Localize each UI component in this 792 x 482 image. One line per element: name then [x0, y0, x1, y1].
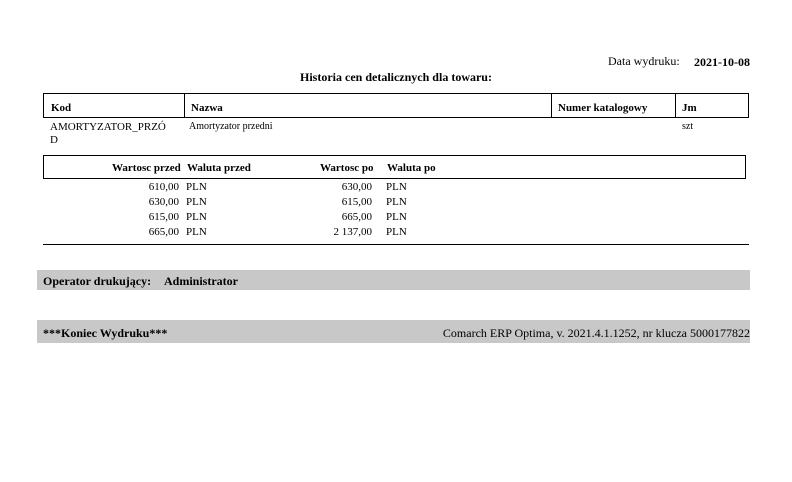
value-after: 2 137,00 — [333, 226, 372, 238]
currency-after: PLN — [386, 196, 407, 208]
footer-band — [37, 320, 750, 343]
column-header-wartosc-przed: Wartosc przed — [112, 162, 181, 174]
value-after: 615,00 — [341, 196, 372, 208]
prices-table-header — [43, 155, 746, 179]
currency-after: PLN — [386, 181, 407, 193]
column-header-jm: Jm — [682, 102, 697, 114]
print-date-value: 2021-10-08 — [694, 55, 750, 69]
value-before: 615,00 — [148, 211, 179, 223]
table-row — [43, 211, 746, 226]
print-date-label: Data wydruku: — [608, 54, 680, 68]
currency-after: PLN — [386, 211, 407, 223]
table-bottom-rule — [43, 244, 749, 245]
column-header-nazwa: Nazwa — [191, 102, 223, 114]
value-before: 610,00 — [148, 181, 179, 193]
column-header-waluta-po: Waluta po — [387, 162, 436, 174]
operator-value: Administrator — [164, 274, 238, 288]
column-header-kod: Kod — [51, 102, 72, 114]
operator-band — [37, 270, 750, 290]
table-row — [43, 226, 746, 241]
value-after: 665,00 — [341, 211, 372, 223]
operator-label: Operator drukujący: — [43, 274, 152, 288]
currency-before: PLN — [186, 226, 207, 238]
item-nazwa: Amortyzator przedni — [189, 121, 273, 132]
currency-after: PLN — [386, 226, 407, 238]
table-row — [43, 196, 746, 211]
column-header-wartosc-po: Wartosc po — [320, 162, 374, 174]
value-after: 630,00 — [341, 181, 372, 193]
currency-before: PLN — [186, 211, 207, 223]
item-kod-line1: AMORTYZATOR_PRZÓ — [50, 121, 166, 133]
value-before: 630,00 — [148, 196, 179, 208]
software-info: Comarch ERP Optima, v. 2021.4.1.1252, nr klucza 5000177822 — [442, 326, 750, 340]
column-header-numer-katalogowy: Numer katalogowy — [558, 102, 648, 114]
value-before: 665,00 — [148, 226, 179, 238]
currency-before: PLN — [186, 181, 207, 193]
currency-before: PLN — [186, 196, 207, 208]
column-header-waluta-przed: Waluta przed — [187, 162, 251, 174]
end-of-printout-label: ***Koniec Wydruku*** — [43, 326, 168, 340]
item-table-header — [43, 93, 749, 118]
item-kod-line2: D — [50, 134, 58, 146]
item-jm: szt — [682, 121, 694, 132]
document-title: Historia cen detalicznych dla towaru: — [300, 70, 492, 84]
table-row — [43, 181, 746, 196]
